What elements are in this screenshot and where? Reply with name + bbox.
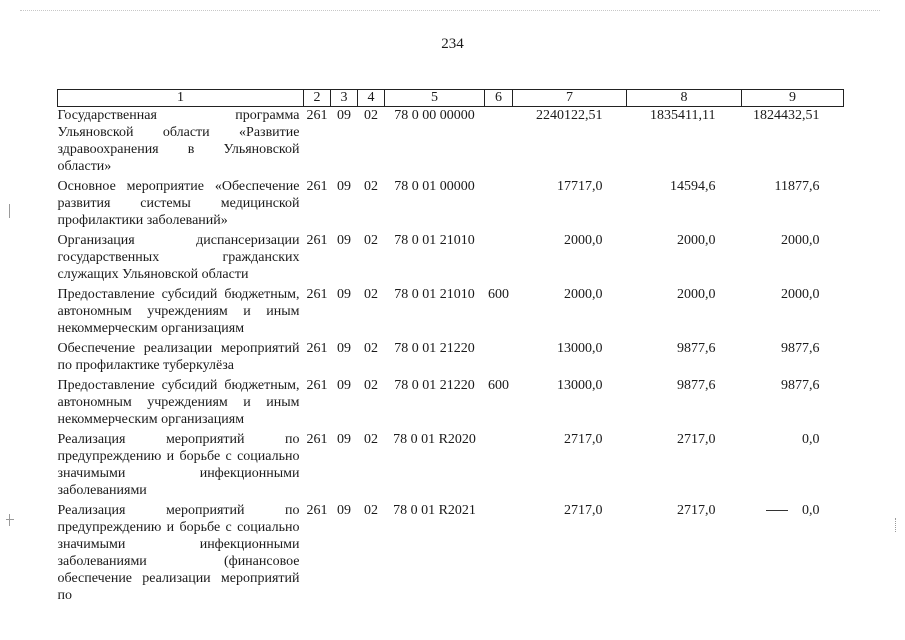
cell-target-article: 78 0 01 R2021 [393, 503, 476, 518]
row-name: Предоставление субсидий бюджетным, автономным учреждениям и иным некоммерческим организациям [57, 287, 300, 336]
cell-subsection-code: 02 [364, 233, 378, 248]
cell-ministry-code: 261 [306, 179, 328, 194]
row-name: Реализация мероприятий по предупреждению и борьбе с социально значимыми инфекционными заболеваниями (финансовое обеспечение реализации мероприятий по [57, 503, 300, 603]
cell-subsection-code: 02 [364, 378, 378, 393]
cell-amount-col7: 2717,0 [564, 432, 603, 447]
cell-amount-col8: 2717,0 [677, 432, 716, 447]
cell-amount-col9: 0,0 [802, 432, 820, 447]
column-header: 6 [485, 90, 513, 107]
cell-amount-col9: 9877,6 [781, 341, 820, 356]
margin-mark [9, 204, 10, 218]
cell-section-code: 09 [337, 503, 351, 518]
cell-section-code: 09 [337, 108, 351, 123]
cell-target-article: 78 0 01 21220 [394, 378, 475, 393]
cell-amount-col7: 17717,0 [557, 179, 603, 194]
cell-amount-col8: 2717,0 [677, 503, 716, 518]
cell-subsection-code: 02 [364, 432, 378, 447]
cell-amount-col8: 9877,6 [677, 378, 716, 393]
column-header: 9 [742, 90, 844, 107]
row-name: Предоставление субсидий бюджетным, автономным учреждениям и иным некоммерческим организациям [57, 378, 300, 427]
row-name: Государственная программа Ульяновской области «Развитие здравоохранения в Ульяновской области» [57, 108, 300, 174]
cell-expense-type [485, 107, 513, 179]
table-row [58, 502, 844, 607]
cell-amount-col9: 9877,6 [781, 378, 820, 393]
table-row [58, 232, 844, 286]
cell-amount-col8: 14594,6 [670, 179, 716, 194]
column-header: 5 [385, 90, 485, 107]
cell-expense-type [485, 502, 513, 607]
table-row [58, 340, 844, 377]
cell-target-article: 78 0 00 00000 [394, 108, 475, 123]
cell-expense-type [485, 232, 513, 286]
dash-mark [766, 510, 788, 511]
cell-amount-col9 [742, 502, 844, 607]
cell-subsection-code: 02 [364, 179, 378, 194]
cell-ministry-code: 261 [306, 503, 328, 518]
budget-table [57, 89, 844, 607]
cell-amount-value: 0,0 [802, 503, 820, 518]
column-header: 7 [513, 90, 627, 107]
cell-ministry-code: 261 [306, 432, 328, 447]
cell-section-code: 09 [337, 287, 351, 302]
cell-section-code: 09 [337, 233, 351, 248]
cell-amount-col7: 2240122,51 [536, 108, 603, 123]
cell-ministry-code: 261 [306, 108, 328, 123]
cell-section-code: 09 [337, 378, 351, 393]
column-header: 8 [627, 90, 742, 107]
column-header: 1 [58, 90, 304, 107]
column-header: 3 [331, 90, 358, 107]
cell-ministry-code: 261 [306, 233, 328, 248]
cell-amount-col8: 9877,6 [677, 341, 716, 356]
cell-target-article: 78 0 01 21220 [394, 341, 475, 356]
table-header-row [58, 90, 844, 107]
cell-section-code: 09 [337, 432, 351, 447]
cell-ministry-code: 261 [306, 341, 328, 356]
cell-amount-col7: 2000,0 [564, 287, 603, 302]
cell-section-code: 09 [337, 341, 351, 356]
cell-subsection-code: 02 [364, 503, 378, 518]
scan-edge-line [20, 10, 880, 11]
cell-target-article: 78 0 01 21010 [394, 287, 475, 302]
cell-amount-col9: 1824432,51 [753, 108, 820, 123]
cell-expense-type: 600 [488, 378, 509, 393]
table-row [58, 286, 844, 340]
cell-ministry-code: 261 [306, 378, 328, 393]
cell-amount-col9: 2000,0 [781, 287, 820, 302]
cell-amount-col9: 11877,6 [774, 179, 820, 194]
cell-expense-type [485, 178, 513, 232]
cell-target-article: 78 0 01 21010 [394, 233, 475, 248]
row-name: Основное мероприятие «Обеспечение развития системы медицинской профилактики заболеваний» [57, 179, 300, 228]
cell-amount-col8: 1835411,11 [650, 108, 716, 123]
cell-amount-col7: 2000,0 [564, 233, 603, 248]
row-name: Обеспечение реализации мероприятий по профилактике туберкулёза [57, 341, 300, 373]
table-row [58, 107, 844, 179]
cell-expense-type [485, 431, 513, 502]
row-name: Реализация мероприятий по предупреждению и борьбе с социально значимыми инфекционными заболеваниями [57, 432, 300, 498]
margin-mark [895, 518, 896, 532]
cell-expense-type [485, 340, 513, 377]
cell-expense-type: 600 [488, 287, 509, 302]
page-number: 234 [441, 36, 464, 52]
column-header: 2 [304, 90, 331, 107]
margin-mark [9, 514, 10, 526]
cell-amount-col8: 2000,0 [677, 233, 716, 248]
cell-amount-col7: 13000,0 [557, 378, 603, 393]
cell-amount-col7: 13000,0 [557, 341, 603, 356]
cell-ministry-code: 261 [306, 287, 328, 302]
margin-mark [6, 519, 14, 520]
cell-subsection-code: 02 [364, 287, 378, 302]
cell-target-article: 78 0 01 R2020 [393, 432, 476, 447]
cell-subsection-code: 02 [364, 341, 378, 356]
table-row [58, 377, 844, 431]
cell-section-code: 09 [337, 179, 351, 194]
column-header: 4 [358, 90, 385, 107]
cell-amount-col7: 2717,0 [564, 503, 603, 518]
cell-amount-col9: 2000,0 [781, 233, 820, 248]
table-row [58, 178, 844, 232]
cell-target-article: 78 0 01 00000 [394, 179, 475, 194]
table-row [58, 431, 844, 502]
cell-subsection-code: 02 [364, 108, 378, 123]
cell-amount-col8: 2000,0 [677, 287, 716, 302]
row-name: Организация диспансеризации государственных гражданских служащих Ульяновской области [57, 233, 300, 282]
